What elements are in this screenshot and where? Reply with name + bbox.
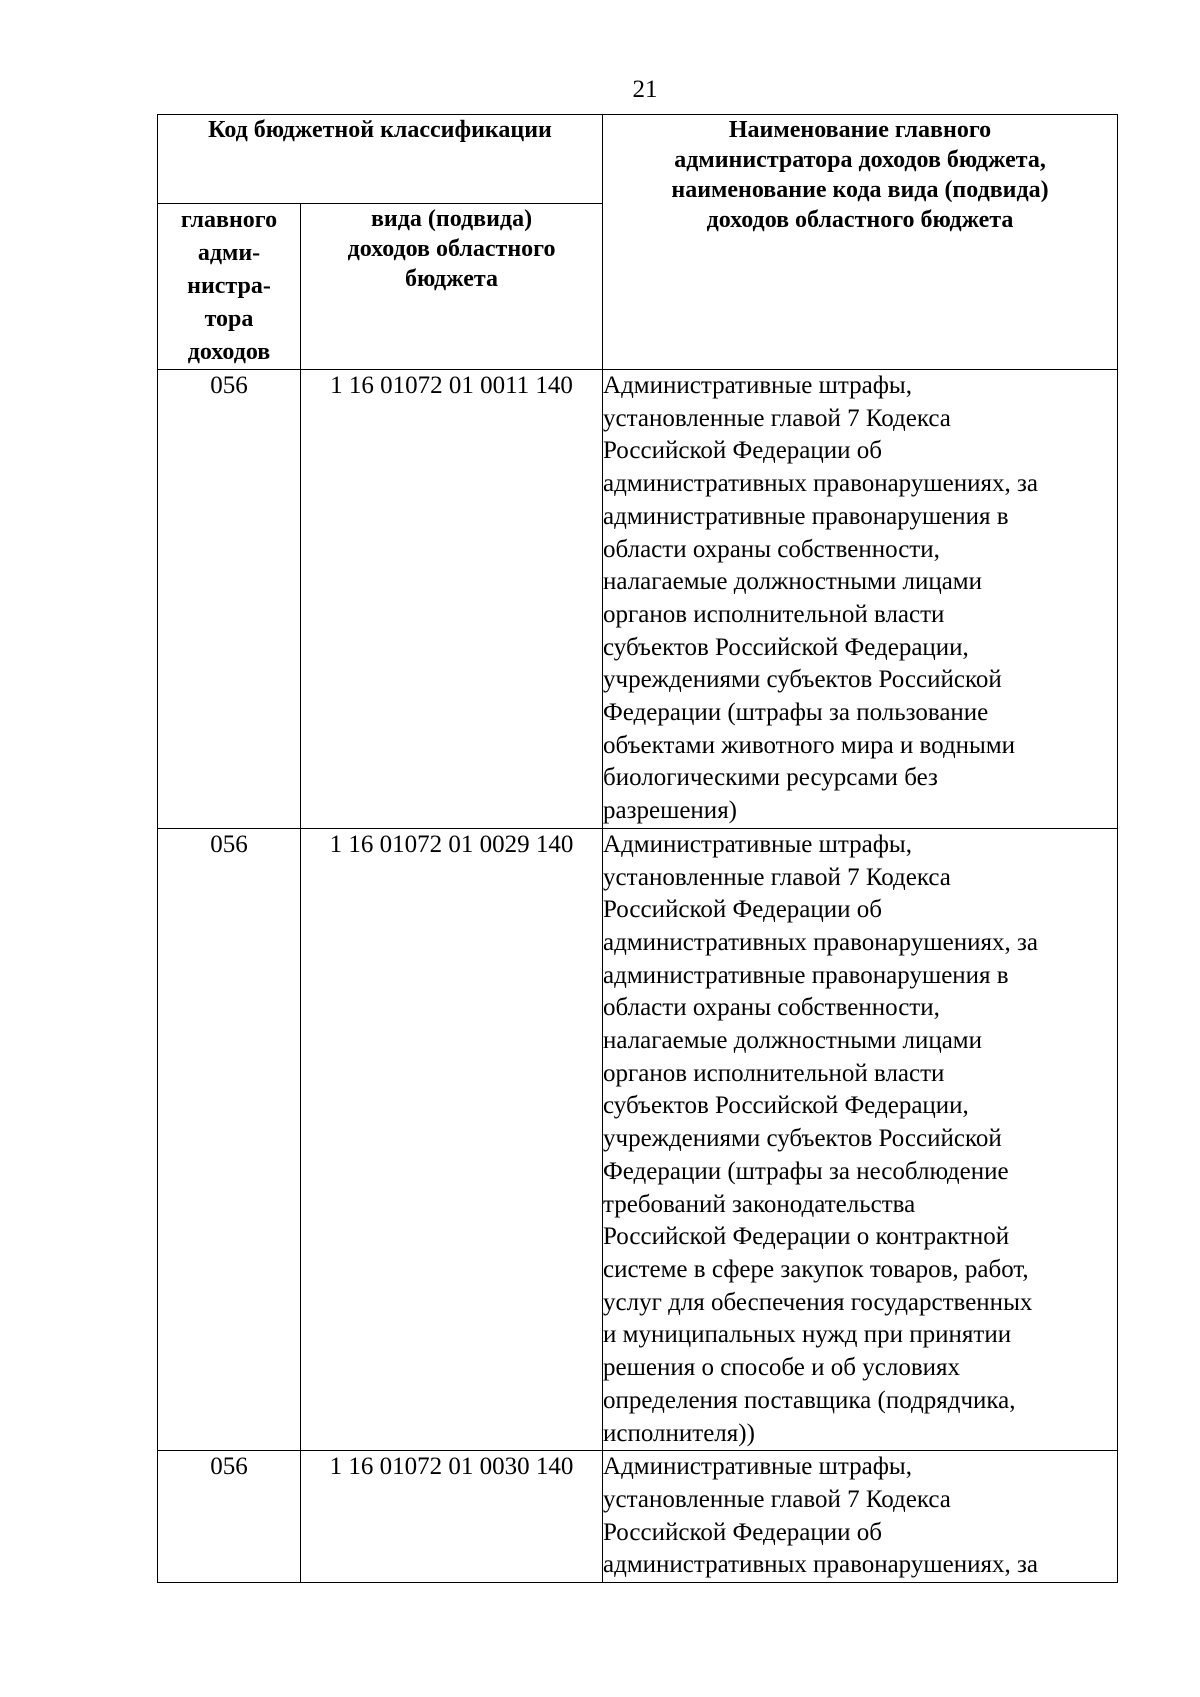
admin-code-cell: 056 <box>158 828 301 1450</box>
income-name-cell: Административные штрафы, установленные главой 7 Кодекса Российской Федерации об административных правонарушениях, за <box>603 1451 1118 1583</box>
budget-classification-table <box>157 114 1118 1583</box>
header-administrator-name: Наименование главного администратора доходов бюджета, наименование кода вида (подвида) доходов областного бюджета <box>603 115 1118 370</box>
table-header-row <box>158 115 1118 204</box>
income-code-cell: 1 16 01072 01 0029 140 <box>301 828 603 1450</box>
income-code-cell: 1 16 01072 01 0030 140 <box>301 1451 603 1583</box>
admin-code-cell: 056 <box>158 1451 301 1583</box>
income-name-cell: Административные штрафы, установленные главой 7 Кодекса Российской Федерации об административных правонарушениях, за административные правонарушения в области охраны собственности, налагаемые должностными лицами органов исполнительной власти субъектов Российской Федерации, учреждениями субъектов Российской Федерации (штрафы за несоблюдение требований законодательства Российской Федерации о контрактной системе в сфере закупок товаров, работ, услуг для обеспечения государственных и муниципальных нужд при принятии решения о способе и об условиях определения поставщика (подрядчика, исполнителя)) <box>603 828 1118 1450</box>
table-row <box>158 370 1118 829</box>
admin-code-cell: 056 <box>158 370 301 829</box>
header-budget-classification-code: Код бюджетной классификации <box>158 115 603 204</box>
income-name-cell: Административные штрафы, установленные главой 7 Кодекса Российской Федерации об административных правонарушениях, за административные правонарушения в области охраны собственности, налагаемые должностными лицами органов исполнительной власти субъектов Российской Федерации, учреждениями субъектов Российской Федерации (штрафы за пользование объектами животного мира и водными биологическими ресурсами без разрешения) <box>603 370 1118 829</box>
header-income-kind: вида (подвида) доходов областного бюджета <box>301 204 603 370</box>
table-row <box>158 1451 1118 1583</box>
page-number: 21 <box>632 76 658 103</box>
table-row <box>158 828 1118 1450</box>
header-main-administrator: главного адми- нистра- тора доходов <box>158 204 301 370</box>
income-code-cell: 1 16 01072 01 0011 140 <box>301 370 603 829</box>
